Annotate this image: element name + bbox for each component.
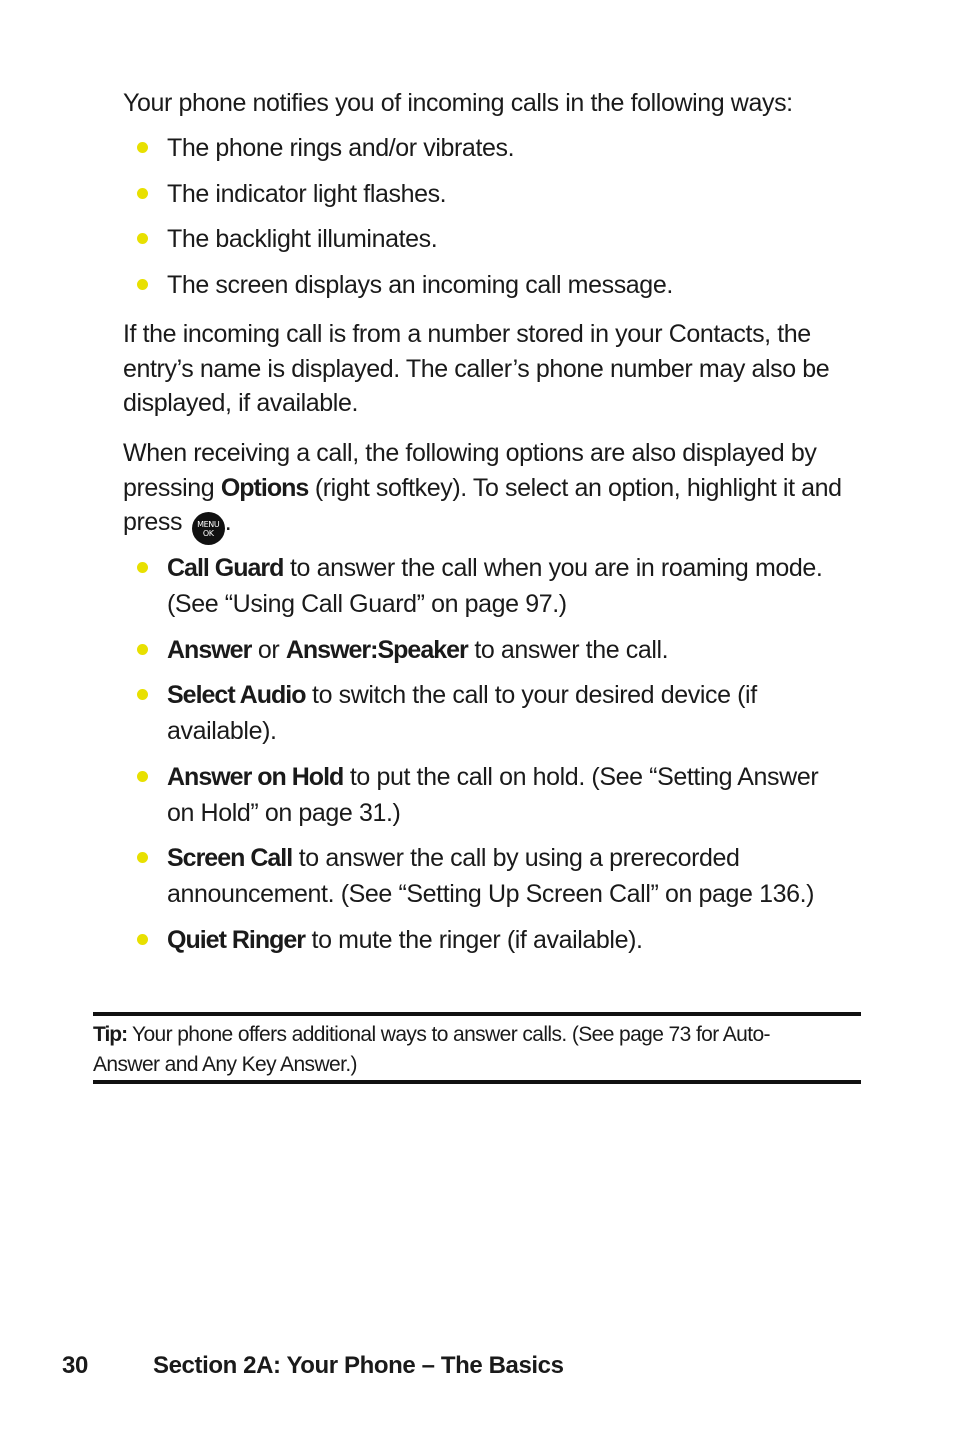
menu-ok-icon-bottom-label: OK: [202, 529, 214, 538]
option-name: Call Guard: [167, 554, 284, 582]
tip-box: [93, 1012, 861, 1084]
option-name: Answer on Hold: [167, 762, 344, 791]
option-name-secondary: Answer:Speaker: [285, 635, 468, 664]
list-item-text: The screen displays an incoming call message.: [167, 270, 673, 299]
option-name: Select Audio: [167, 681, 306, 709]
bullet-icon: [137, 644, 148, 655]
page-number: 30: [62, 1352, 88, 1379]
option-description: to answer the call.: [467, 635, 669, 664]
list-item-text: The phone rings and/or vibrates.: [167, 134, 515, 162]
option-name: Quiet Ringer: [167, 925, 306, 954]
options-paragraph: [123, 436, 863, 545]
option-description: to answer the call by using a prerecorded announcement. (See “Setting Up Screen Call” on page 136.): [167, 844, 815, 908]
list-item: [123, 130, 823, 166]
bullet-icon: [137, 852, 148, 863]
options-text-part2: (right softkey). To select an option, highlight it and press: [123, 473, 842, 536]
contacts-paragraph: If the incoming call is from a number stored in your Contacts, the entry’s name is displayed. The caller’s phone number may also be displayed, if available.: [123, 320, 830, 417]
bullet-icon: [137, 142, 148, 153]
bullet-icon: [137, 934, 148, 945]
list-item: [123, 632, 823, 668]
option-description: to put the call on hold. (See “Setting Answer on Hold” on page 31.): [167, 762, 819, 827]
tip-text: [93, 1020, 833, 1080]
list-item: [123, 221, 823, 257]
bullet-icon: [137, 562, 148, 573]
list-item: [123, 840, 823, 912]
bullet-icon: [137, 279, 148, 290]
menu-ok-icon-top-label: MENU: [197, 520, 220, 529]
option-name: Answer: [167, 635, 252, 664]
option-description: to answer the call when you are in roaming mode. (See “Using Call Guard” on page 97.): [167, 554, 823, 618]
bullet-icon: [137, 188, 148, 199]
menu-ok-key-icon: [192, 512, 225, 545]
bullet-icon: [137, 233, 148, 244]
options-text-part3: .: [224, 508, 232, 536]
option-name: Screen Call: [167, 844, 293, 872]
bullet-icon: [137, 689, 148, 700]
list-item-text: The indicator light flashes.: [167, 179, 447, 208]
list-item: [123, 759, 823, 831]
intro-paragraph: Your phone notifies you of incoming calls in the following ways:: [123, 89, 793, 117]
tip-body: Your phone offers additional ways to answer calls. (See page 73 for Auto-Answer and Any Key Answer.): [93, 1023, 770, 1076]
option-description: to switch the call to your desired device (if available).: [167, 681, 757, 745]
option-description: to mute the ringer (if available).: [305, 925, 643, 954]
section-title: Section 2A: Your Phone – The Basics: [153, 1352, 564, 1379]
call-options-list: [123, 550, 823, 967]
list-item: [123, 550, 823, 622]
list-item: [123, 922, 823, 958]
list-item: [123, 677, 823, 749]
option-connector: or: [251, 635, 286, 664]
list-item: [123, 176, 823, 212]
bullet-icon: [137, 771, 148, 782]
list-item: [123, 267, 823, 303]
notification-list: [123, 130, 823, 312]
options-text-part1: When receiving a call, the following options are also displayed by pressing: [123, 439, 817, 502]
tip-label: Tip:: [93, 1023, 128, 1046]
list-item-text: The backlight illuminates.: [167, 225, 438, 253]
options-softkey-label: Options: [220, 473, 309, 502]
